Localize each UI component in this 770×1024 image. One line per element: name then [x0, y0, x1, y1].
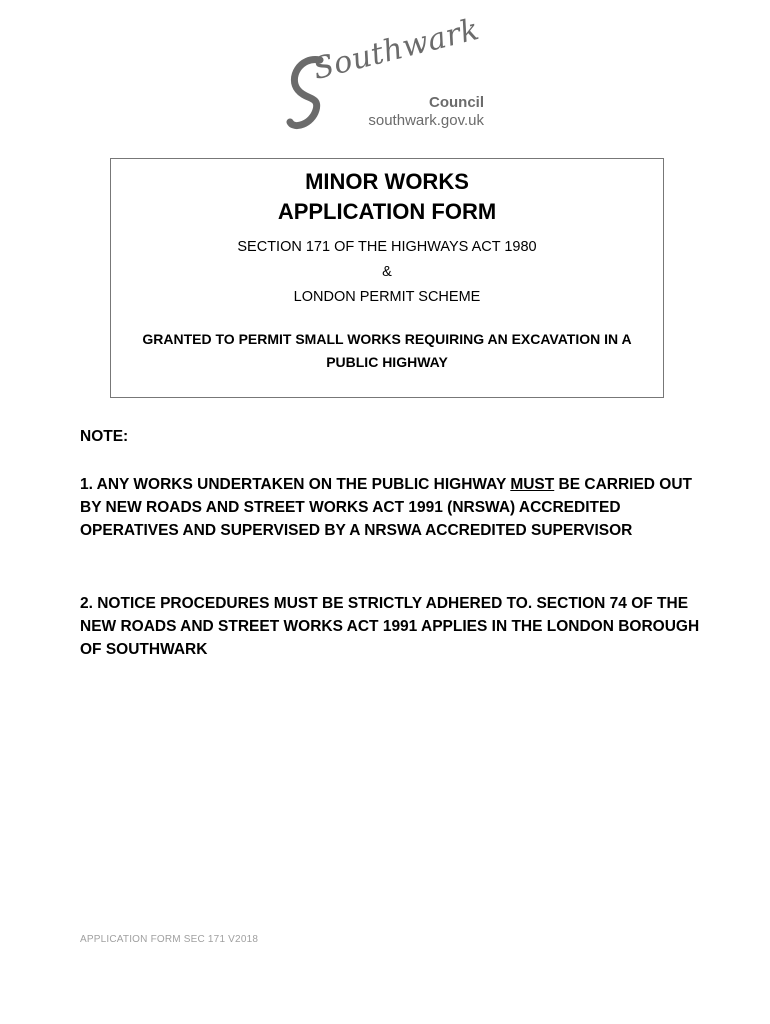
granted-statement: GRANTED TO PERMIT SMALL WORKS REQUIRING AN EXCAVATION IN A PUBLIC HIGHWAY	[142, 331, 632, 370]
note-heading: NOTE:	[80, 428, 129, 445]
subtitle-london-permit: LONDON PERMIT SCHEME	[293, 289, 481, 305]
title-line-1: MINOR WORKS	[305, 169, 469, 194]
note-item-1-after: BE CARRIED OUT BY NEW ROADS AND STREET WORKS ACT 1991 (NRSWA) ACCREDITED OPERATIVES AND SUPERVISED BY A NRSWA ACCREDITED SUPERVISOR	[80, 476, 693, 539]
note-item-1-emphasis: MUST	[510, 476, 555, 493]
logo-url: southwark.gov.uk	[368, 112, 484, 129]
subtitle-section-171: SECTION 171 OF THE HIGHWAYS ACT 1980	[237, 239, 537, 255]
subtitle-ampersand: &	[382, 264, 392, 280]
note-item-1	[80, 473, 700, 542]
logo-wordmark: Southwark	[309, 11, 483, 87]
logo-council: Council	[429, 94, 484, 111]
footer-form-id: APPLICATION FORM SEC 171 V2018	[80, 934, 259, 945]
title-line-2: APPLICATION FORM	[277, 199, 497, 224]
southwark-council-logo	[280, 11, 500, 138]
note-item-1-before: 1. ANY WORKS UNDERTAKEN ON THE PUBLIC HIGHWAY	[80, 476, 511, 493]
note-item-2: 2. NOTICE PROCEDURES MUST BE STRICTLY ADHERED TO. SECTION 74 OF THE NEW ROADS AND STREET WORKS ACT 1991 APPLIES IN THE LONDON BOROUGH OF SOUTHWARK	[80, 595, 700, 658]
title-box	[110, 158, 664, 398]
